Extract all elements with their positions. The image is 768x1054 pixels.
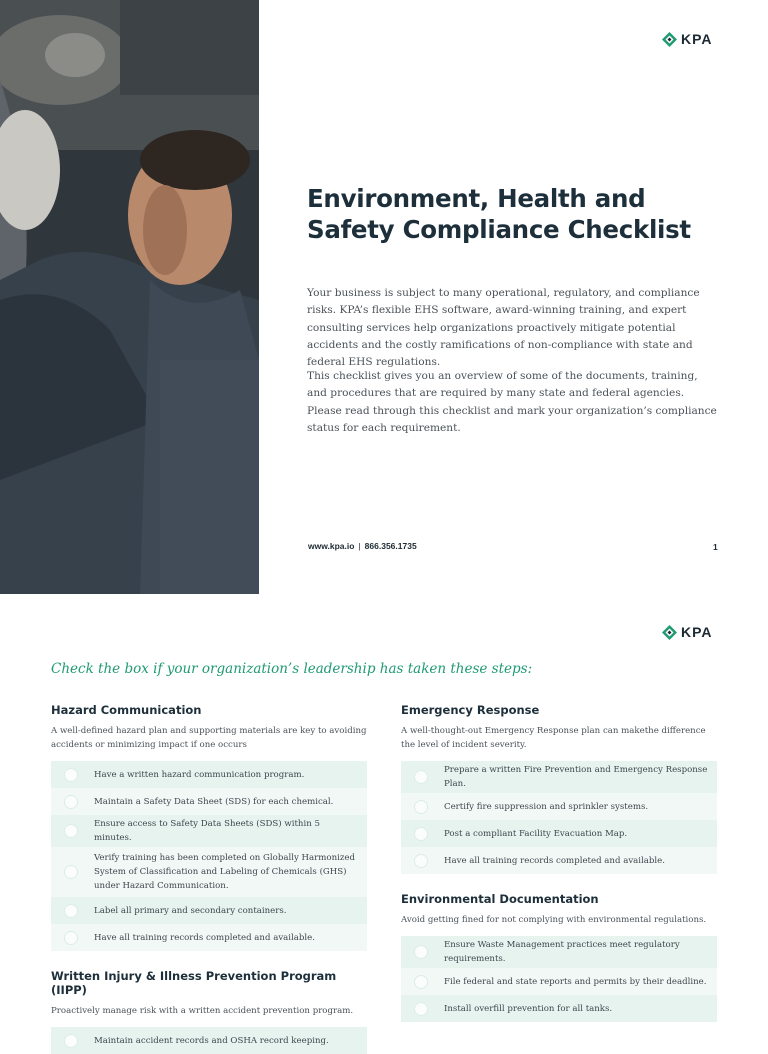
checklist-items [401, 761, 717, 874]
checklist-item[interactable] [51, 815, 367, 847]
checklist-item[interactable] [401, 820, 717, 847]
checkbox-circle-icon[interactable] [64, 865, 78, 879]
checkbox-circle-icon[interactable] [64, 768, 78, 782]
intro-paragraph-2: This checklist gives you an overview of some of the documents, training, and procedures that are required by many state and federal agencies. Please read through this checklist and mark your organization’s compliance status for each requirement. [307, 370, 717, 434]
section-title: Written Injury & Illness Prevention Program (IIPP) [51, 969, 337, 997]
right-column [401, 703, 717, 1022]
checkbox-circle-icon[interactable] [64, 1034, 78, 1048]
mechanic-photo [0, 0, 259, 594]
logo-wordmark: KPA [681, 624, 713, 640]
checklist-item-label: Ensure access to Safety Data Sheets (SDS) within 5 minutes. [94, 819, 320, 843]
intro-paragraph-1: Your business is subject to many operational, regulatory, and compliance risks. KPA’s flexible EHS software, award-winning training, and expert consulting services help organizations proactively mitigate potential accidents and the costly ramifications of non-compliance with state and federal EHS regulations. [307, 287, 700, 369]
section-description: A well-defined hazard plan and supporting materials are key to avoiding accidents or minimizing impact if one occurs [51, 726, 367, 750]
checkbox-circle-icon[interactable] [414, 800, 428, 814]
checkbox-circle-icon[interactable] [414, 770, 428, 784]
checklist-item-label: Install overfill prevention for all tanks. [444, 1003, 613, 1014]
section-title: Hazard Communication [51, 703, 202, 717]
checklist-item-label: Certify fire suppression and sprinkler systems. [444, 801, 649, 812]
checklist-instructions: Check the box if your organization’s leadership has taken these steps: [51, 661, 533, 677]
checklist-item-label: Maintain a Safety Data Sheet (SDS) for each chemical. [94, 796, 334, 807]
checkbox-circle-icon[interactable] [64, 824, 78, 838]
checklist-item[interactable] [51, 897, 367, 924]
checklist-item[interactable] [51, 788, 367, 815]
checklist-items [401, 936, 717, 1022]
checklist-items [51, 761, 367, 951]
checkbox-circle-icon[interactable] [414, 1002, 428, 1016]
section-description: Proactively manage risk with a written accident prevention program. [51, 1006, 354, 1016]
website-link[interactable]: www.kpa.io [308, 541, 355, 551]
checkbox-circle-icon[interactable] [64, 931, 78, 945]
section-description: Avoid getting fined for not complying with environmental regulations. [401, 915, 707, 925]
checkbox-circle-icon[interactable] [64, 795, 78, 809]
checklist-item-label: File federal and state reports and permits by their deadline. [444, 976, 707, 987]
checkbox-circle-icon[interactable] [414, 975, 428, 989]
checklist-item-label: Have all training records completed and available. [94, 932, 315, 943]
page-number: 1 [713, 542, 718, 552]
section-emergency-response [401, 703, 717, 874]
section-description: A well-thought-out Emergency Response plan can makethe difference the level of incident severity. [401, 726, 706, 750]
left-column [51, 703, 367, 1054]
phone-number: 866.356.1735 [364, 541, 417, 551]
checklist-item-label: Maintain accident records and OSHA record keeping. [94, 1035, 329, 1046]
footer-separator: | [358, 541, 361, 551]
checklist-item-label: Prepare a written Fire Prevention and Emergency Response Plan. [444, 765, 708, 789]
section-hazard-communication [51, 703, 367, 951]
checklist-item-label: Have a written hazard communication program. [94, 769, 305, 780]
checklist-item[interactable] [401, 793, 717, 820]
kpa-logo [662, 624, 713, 640]
kpa-diamond-logo-icon [662, 625, 677, 640]
checklist-item-label: Post a compliant Facility Evacuation Map. [444, 828, 628, 839]
section-title: Emergency Response [401, 703, 540, 717]
footer-contact [308, 541, 417, 551]
checkbox-circle-icon[interactable] [64, 904, 78, 918]
page-title: Environment, Health and Safety Compliance Checklist [307, 184, 691, 244]
checklist-item-label: Have all training records completed and available. [444, 855, 665, 866]
checklist-item[interactable] [401, 761, 717, 793]
logo-wordmark: KPA [681, 31, 713, 47]
kpa-logo [662, 31, 713, 47]
checklist-item[interactable] [51, 924, 367, 951]
checklist-item-label: Label all primary and secondary containers. [94, 905, 287, 916]
checklist-item[interactable] [401, 936, 717, 968]
checklist-item[interactable] [401, 968, 717, 995]
checklist-item[interactable] [51, 761, 367, 788]
checkbox-circle-icon[interactable] [414, 854, 428, 868]
checklist-page [0, 594, 768, 1046]
checklist-item[interactable] [401, 995, 717, 1022]
checkbox-circle-icon[interactable] [414, 945, 428, 959]
checklist-items [51, 1027, 367, 1054]
checklist-item[interactable] [51, 847, 367, 897]
section-environmental-documentation [401, 892, 717, 1022]
checklist-item-label: Ensure Waste Management practices meet regulatory requirements. [444, 940, 680, 964]
section-iipp [51, 969, 367, 1054]
kpa-diamond-logo-icon [662, 32, 677, 47]
checklist-item-label: Verify training has been completed on Globally Harmonized System of Classification and Labeling of Chemicals (GHS) under Hazard Communication. [94, 853, 355, 891]
checklist-item[interactable] [401, 847, 717, 874]
checkbox-circle-icon[interactable] [414, 827, 428, 841]
checklist-item[interactable] [51, 1027, 367, 1054]
section-title: Environmental Documentation [401, 892, 599, 906]
